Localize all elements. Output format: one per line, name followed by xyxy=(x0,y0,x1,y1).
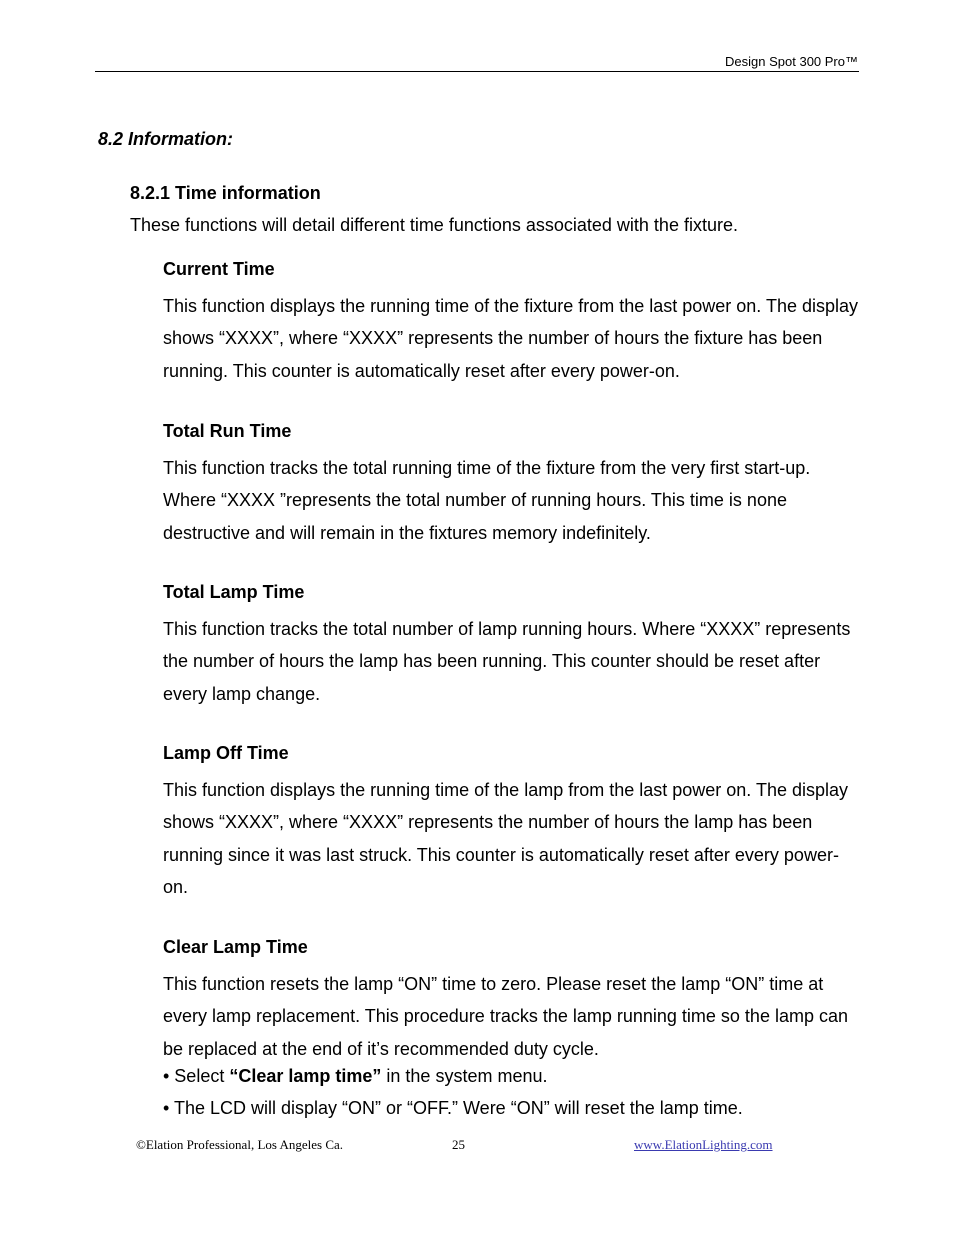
menu-option-name: “Clear lamp time” xyxy=(229,1066,382,1086)
header-rule xyxy=(95,71,859,72)
instruction-list xyxy=(163,1060,863,1125)
section-title: 8.2 Information: xyxy=(98,129,234,149)
section-intro: These functions will detail different time functions associated with the fixture. xyxy=(130,215,738,235)
header-product-name: Design Spot 300 Pro™ xyxy=(725,54,858,69)
item-title: Total Run Time xyxy=(163,421,292,441)
item-body: This function displays the running time of the fixture from the last power on. The display shows “XXXX”, where “XXXX” represents the number of hours the fixture has been running. This counter is automatically reset after every power-on. xyxy=(163,296,859,381)
item-total-run-time xyxy=(163,420,863,549)
item-total-lamp-time xyxy=(163,581,863,710)
item-body: This function tracks the total number of lamp running hours. Where “XXXX” represents the number of hours the lamp has been running. This counter should be reset after every lamp change. xyxy=(163,619,851,704)
instruction-item-lcd: • The LCD will display “ON” or “OFF.” Were “ON” will reset the lamp time. xyxy=(163,1098,743,1119)
item-current-time xyxy=(163,258,863,387)
item-body: This function displays the running time of the lamp from the last power on. The display shows “XXXX”, where “XXXX” represents the number of hours the lamp has been running since it was last struck. This counter is automatically reset after every power-on. xyxy=(163,780,849,897)
item-lamp-off-time xyxy=(163,742,863,903)
item-title: Clear Lamp Time xyxy=(163,937,308,957)
subsection-title: 8.2.1 Time information xyxy=(130,183,321,203)
footer-copyright: ©Elation Professional, Los Angeles Ca. xyxy=(136,1137,344,1152)
page-number: 25 xyxy=(452,1137,465,1152)
item-title: Lamp Off Time xyxy=(163,743,289,763)
item-body: This function tracks the total running time of the fixture from the very first start-up. Where “XXXX ”represents the total number of running hours. This time is none destructive and will remain in the fixtures memory indefinitely. xyxy=(163,458,811,543)
item-title: Total Lamp Time xyxy=(163,582,305,602)
footer-website-link[interactable]: www.ElationLighting.com xyxy=(634,1137,773,1152)
instruction-item-select: • Select “Clear lamp time” in the system menu. xyxy=(163,1066,548,1086)
item-body: This function resets the lamp “ON” time to zero. Please reset the lamp “ON” time at every lamp replacement. This procedure tracks the lamp running time so the lamp can be replaced at the end of it’s recommended duty cycle. xyxy=(163,974,848,1059)
item-title: Current Time xyxy=(163,259,275,279)
item-clear-lamp-time xyxy=(163,936,863,1065)
